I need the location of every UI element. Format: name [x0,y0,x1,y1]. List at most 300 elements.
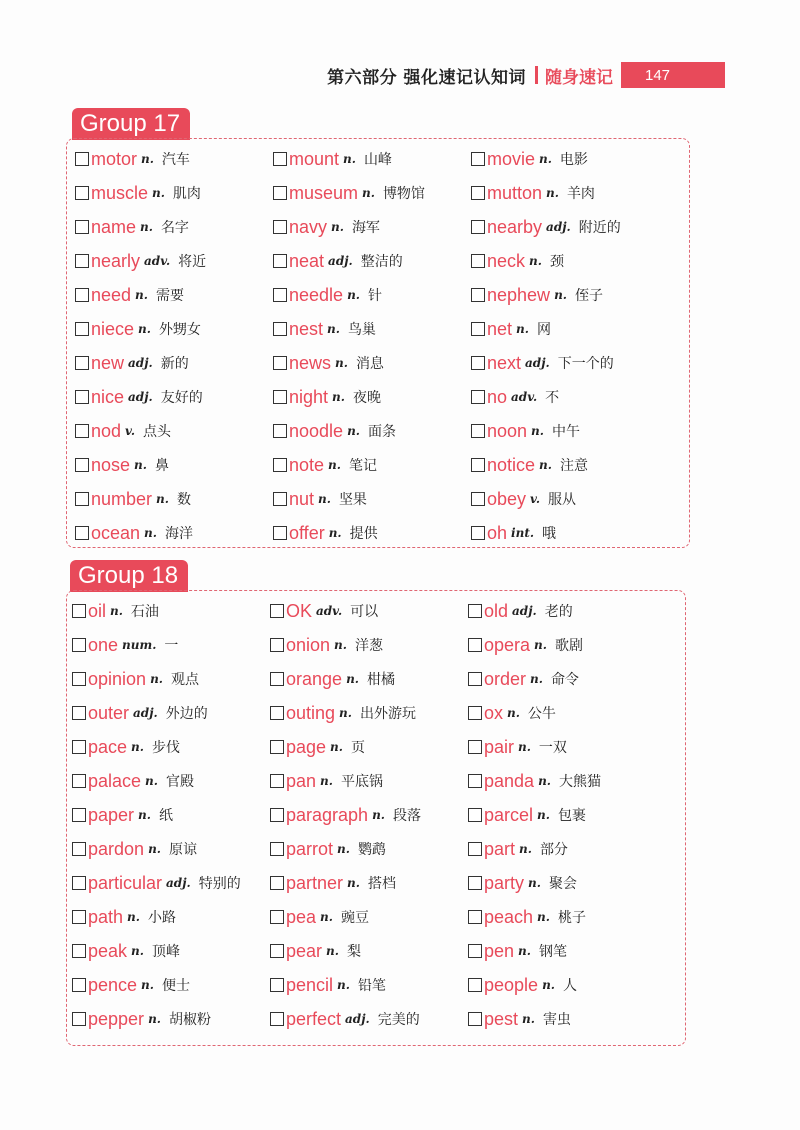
checkbox[interactable] [72,774,86,788]
part-of-speech: n. [347,424,360,438]
vocab-entry [273,278,471,312]
vocab-word: museum [289,182,359,203]
vocab-entry [273,516,471,550]
chinese-meaning: 点头 [143,424,171,440]
part-of-speech: n. [332,390,345,404]
checkbox[interactable] [75,220,89,234]
vocab-word: motor [91,148,138,169]
part-of-speech: v. [530,492,540,506]
vocab-word: oh [487,522,508,543]
checkbox[interactable] [75,424,89,438]
checkbox[interactable] [468,740,482,754]
part-of-speech: adv. [511,390,538,404]
part-of-speech: n. [320,774,333,788]
part-of-speech: n. [537,910,550,924]
chinese-meaning: 梨 [346,944,361,960]
checkbox[interactable] [468,604,482,618]
checkbox[interactable] [273,186,287,200]
part-of-speech: n. [335,356,348,370]
vocab-entry [471,346,671,380]
chinese-meaning: 不 [545,390,560,406]
vocab-entry [270,798,468,832]
part-of-speech: n. [347,876,360,890]
vocab-word: pencil [286,974,334,995]
checkbox[interactable] [270,978,284,992]
part-of-speech: n. [131,944,144,958]
checkbox[interactable] [72,842,86,856]
checkbox[interactable] [75,356,89,370]
part-of-speech: n. [546,186,559,200]
part-of-speech: n. [534,638,547,652]
checkbox[interactable] [270,944,284,958]
vocab-entry [471,312,671,346]
chinese-meaning: 中午 [551,424,580,440]
chinese-meaning: 哦 [542,526,557,542]
vocab-entry [75,448,273,482]
section-title: 随身速记 [545,67,613,88]
checkbox[interactable] [273,220,287,234]
chinese-meaning: 出外游玩 [359,706,416,722]
vocab-word: note [289,454,325,475]
vocab-entry [270,1002,468,1036]
vocab-word: particular [88,872,163,893]
vocab-word: nut [289,488,315,509]
checkbox[interactable] [270,740,284,754]
vocab-entry [273,210,471,244]
checkbox[interactable] [270,910,284,924]
vocab-word: orange [286,668,343,689]
checkbox[interactable] [471,390,485,404]
chinese-meaning: 顶峰 [151,944,180,960]
part-of-speech: n. [518,740,531,754]
checkbox[interactable] [270,876,284,890]
checkbox[interactable] [273,424,287,438]
chinese-meaning: 平底锅 [340,774,383,790]
checkbox[interactable] [471,254,485,268]
vocab-entry [273,380,471,414]
checkbox[interactable] [273,492,287,506]
chinese-meaning: 段落 [392,808,421,824]
chinese-meaning: 针 [367,288,382,304]
vocab-entry [72,1002,270,1036]
checkbox[interactable] [72,910,86,924]
part-of-speech: v. [125,424,135,438]
checkbox[interactable] [471,458,485,472]
vocab-entry [72,594,270,628]
vocab-entry [75,516,273,550]
part-of-speech: n. [346,672,359,686]
checkbox[interactable] [75,152,89,166]
chinese-meaning: 铅笔 [357,978,386,994]
chinese-meaning: 人 [562,978,577,994]
vocab-entry [72,798,270,832]
vocab-entry [468,662,668,696]
vocab-word: mutton [487,182,543,203]
checkbox[interactable] [75,492,89,506]
vocab-entry [270,968,468,1002]
chinese-meaning: 海洋 [164,526,193,542]
chinese-meaning: 石油 [130,604,159,620]
checkbox[interactable] [468,842,482,856]
part-of-speech: n. [138,808,151,822]
header-divider [535,66,538,84]
part-of-speech: n. [518,944,531,958]
chinese-meaning: 山峰 [363,152,392,168]
checkbox[interactable] [273,458,287,472]
chinese-meaning: 羊肉 [566,186,595,202]
chinese-meaning: 外甥女 [158,322,201,338]
part-title: 第六部分 强化速记认知词 [327,67,526,88]
checkbox[interactable] [468,774,482,788]
vocab-word: page [286,736,327,757]
vocab-word: partner [286,872,344,893]
vocab-word: ox [484,702,504,723]
chinese-meaning: 需要 [155,288,184,304]
vocab-entry [72,628,270,662]
vocab-entry [471,380,671,414]
part-of-speech: adj. [328,254,353,268]
vocab-entry [468,900,668,934]
chinese-meaning: 鼻 [154,458,169,474]
checkbox[interactable] [72,740,86,754]
part-of-speech: n. [554,288,567,302]
part-of-speech: n. [127,910,140,924]
vocab-word: nephew [487,284,551,305]
chinese-meaning: 部分 [539,842,568,858]
checkbox[interactable] [468,1012,482,1026]
vocab-entry [270,594,468,628]
part-of-speech: n. [339,706,352,720]
checkbox[interactable] [75,390,89,404]
part-of-speech: n. [327,322,340,336]
vocab-entry [468,798,668,832]
chinese-meaning: 柑橘 [366,672,395,688]
vocab-word: needle [289,284,344,305]
vocab-entry [270,662,468,696]
vocab-entry [72,832,270,866]
vocab-entry [75,346,273,380]
vocab-entry [468,696,668,730]
checkbox[interactable] [270,672,284,686]
vocab-word: path [88,906,124,927]
part-of-speech: adj. [128,356,153,370]
vocab-word: movie [487,148,536,169]
checkbox[interactable] [468,910,482,924]
vocab-word: navy [289,216,328,237]
checkbox[interactable] [273,322,287,336]
vocab-entry [270,628,468,662]
chinese-meaning: 下一个的 [557,356,614,372]
checkbox[interactable] [72,944,86,958]
chinese-meaning: 海军 [351,220,380,236]
checkbox[interactable] [471,356,485,370]
group-title: Group 18 [70,560,188,592]
part-of-speech: n. [135,288,148,302]
checkbox[interactable] [471,152,485,166]
part-of-speech: n. [141,978,154,992]
checkbox[interactable] [468,706,482,720]
vocab-entry [72,696,270,730]
vocab-word: pan [286,770,317,791]
vocab-word: part [484,838,516,859]
part-of-speech: n. [326,944,339,958]
checkbox[interactable] [471,492,485,506]
part-of-speech: n. [138,322,151,336]
vocab-word: need [91,284,132,305]
vocab-word: paper [88,804,135,825]
chinese-meaning: 原谅 [168,842,197,858]
part-of-speech: n. [531,424,544,438]
vocab-word: pence [88,974,138,995]
vocab-word: night [289,386,329,407]
chinese-meaning: 命令 [550,672,579,688]
chinese-meaning: 豌豆 [340,910,369,926]
checkbox[interactable] [72,876,86,890]
vocab-word: perfect [286,1008,342,1029]
vocab-word: palace [88,770,142,791]
part-of-speech: n. [347,288,360,302]
vocab-word: niece [91,318,135,339]
chinese-meaning: 老的 [544,604,573,620]
chinese-meaning: 提供 [349,526,378,542]
part-of-speech: n. [144,526,157,540]
vocab-word: oil [88,600,107,621]
part-of-speech: n. [156,492,169,506]
chinese-meaning: 数 [176,492,191,508]
vocab-entry [72,934,270,968]
checkbox[interactable] [471,424,485,438]
checkbox[interactable] [270,808,284,822]
checkbox[interactable] [75,526,89,540]
vocab-entry [72,730,270,764]
chinese-meaning: 笔记 [348,458,377,474]
part-of-speech: n. [152,186,165,200]
part-of-speech: n. [337,978,350,992]
vocab-word: offer [289,522,325,543]
vocab-word: pace [88,736,128,757]
part-of-speech: adj. [128,390,153,404]
checkbox[interactable] [273,254,287,268]
page-number: 147 [621,62,725,88]
part-of-speech: adj. [546,220,571,234]
vocab-word: pen [484,940,515,961]
checkbox[interactable] [72,638,86,652]
vocab-word: next [487,352,522,373]
vocab-word: nearby [487,216,543,237]
part-of-speech: n. [542,978,555,992]
chinese-meaning: 一 [164,638,179,654]
part-of-speech: n. [529,254,542,268]
vocab-word: pest [484,1008,519,1029]
checkbox[interactable] [75,186,89,200]
checkbox[interactable] [270,706,284,720]
part-of-speech: n. [519,842,532,856]
chinese-meaning: 观点 [170,672,199,688]
checkbox[interactable] [471,322,485,336]
vocab-word: name [91,216,137,237]
part-of-speech: n. [148,842,161,856]
chinese-meaning: 坚果 [338,492,367,508]
vocab-word: pardon [88,838,145,859]
vocab-entry [273,176,471,210]
checkbox[interactable] [273,526,287,540]
vocab-entry [72,900,270,934]
vocab-word: nest [289,318,324,339]
chinese-meaning: 侄子 [574,288,603,304]
checkbox[interactable] [72,672,86,686]
checkbox[interactable] [75,254,89,268]
vocab-entry [270,866,468,900]
checkbox[interactable] [72,808,86,822]
chinese-meaning: 页 [350,740,365,756]
part-of-speech: n. [343,152,356,166]
vocab-entry [72,968,270,1002]
vocab-word: people [484,974,539,995]
vocab-entry [75,278,273,312]
vocab-word: paragraph [286,804,369,825]
part-of-speech: n. [318,492,331,506]
part-of-speech: n. [331,220,344,234]
checkbox[interactable] [72,604,86,618]
checkbox[interactable] [270,842,284,856]
checkbox[interactable] [270,774,284,788]
checkbox[interactable] [471,526,485,540]
vocab-word: old [484,600,509,621]
checkbox[interactable] [471,220,485,234]
part-of-speech: n. [539,152,552,166]
chinese-meaning: 钢笔 [538,944,567,960]
checkbox[interactable] [270,604,284,618]
checkbox[interactable] [471,288,485,302]
chinese-meaning: 友好的 [160,390,203,406]
vocab-entry [468,628,668,662]
chinese-meaning: 胡椒粉 [168,1012,211,1028]
chinese-meaning: 公牛 [527,706,556,722]
part-of-speech: n. [528,876,541,890]
page-header [327,60,725,90]
vocab-entry [468,968,668,1002]
vocab-entry [468,1002,668,1036]
checkbox[interactable] [72,978,86,992]
vocab-entry [270,900,468,934]
chinese-meaning: 将近 [178,254,207,270]
checkbox[interactable] [75,288,89,302]
part-of-speech: n. [334,638,347,652]
vocab-entry [75,210,273,244]
vocab-word: outing [286,702,336,723]
vocab-word: parcel [484,804,534,825]
vocab-entry [471,278,671,312]
vocab-word: noon [487,420,528,441]
vocab-entry [75,380,273,414]
vocab-word: order [484,668,527,689]
part-of-speech: n. [362,186,375,200]
chinese-meaning: 汽车 [161,152,190,168]
part-of-speech: adv. [316,604,343,618]
checkbox[interactable] [72,706,86,720]
checkbox[interactable] [468,672,482,686]
vocab-word: neat [289,250,325,271]
vocab-entry [270,934,468,968]
checkbox[interactable] [468,944,482,958]
chinese-meaning: 洋葱 [354,638,383,654]
checkbox[interactable] [72,1012,86,1026]
vocab-word: number [91,488,153,509]
vocab-entry [273,142,471,176]
part-of-speech: adj. [512,604,537,618]
checkbox[interactable] [273,288,287,302]
part-of-speech: adj. [345,1012,370,1026]
part-of-speech: n. [131,740,144,754]
chinese-meaning: 服从 [548,492,576,508]
part-of-speech: n. [330,740,343,754]
part-of-speech: n. [539,458,552,472]
vocab-entry [72,764,270,798]
checkbox[interactable] [468,876,482,890]
part-of-speech: num. [122,638,157,652]
vocab-word: party [484,872,525,893]
vocab-entry [468,832,668,866]
checkbox[interactable] [75,458,89,472]
vocab-word: onion [286,634,331,655]
vocab-word: notice [487,454,536,475]
part-of-speech: n. [110,604,123,618]
checkbox[interactable] [468,808,482,822]
vocab-word: pepper [88,1008,145,1029]
vocab-entry [75,244,273,278]
vocab-entry [75,176,273,210]
vocab-entry [468,730,668,764]
vocab-entry [468,934,668,968]
checkbox[interactable] [468,978,482,992]
chinese-meaning: 颈 [549,254,564,270]
vocab-entry [471,482,671,516]
part-of-speech: n. [134,458,147,472]
checkbox[interactable] [273,390,287,404]
vocab-entry [273,244,471,278]
part-of-speech: n. [328,526,342,540]
checkbox[interactable] [273,152,287,166]
vocab-word: nice [91,386,125,407]
part-of-speech: n. [337,842,350,856]
chinese-meaning: 电影 [559,152,588,168]
vocab-entry [468,866,668,900]
chinese-meaning: 特别的 [198,876,241,892]
chinese-meaning: 一双 [538,740,567,756]
vocab-word: news [289,352,332,373]
chinese-meaning: 外边的 [165,706,208,722]
part-of-speech: n. [150,672,163,686]
chinese-meaning: 搭档 [367,876,396,892]
part-of-speech: adj. [133,706,158,720]
vocab-entry [75,482,273,516]
chinese-meaning: 鸟巢 [347,322,376,338]
checkbox[interactable] [468,638,482,652]
vocab-entry [273,312,471,346]
checkbox[interactable] [270,1012,284,1026]
chinese-meaning: 名字 [160,220,189,236]
part-of-speech: n. [141,152,154,166]
checkbox[interactable] [471,186,485,200]
chinese-meaning: 便士 [161,978,190,994]
chinese-meaning: 包裹 [557,808,586,824]
part-of-speech: n. [537,808,550,822]
vocab-word: nose [91,454,131,475]
checkbox[interactable] [75,322,89,336]
checkbox[interactable] [270,638,284,652]
checkbox[interactable] [273,356,287,370]
chinese-meaning: 附近的 [578,220,621,236]
